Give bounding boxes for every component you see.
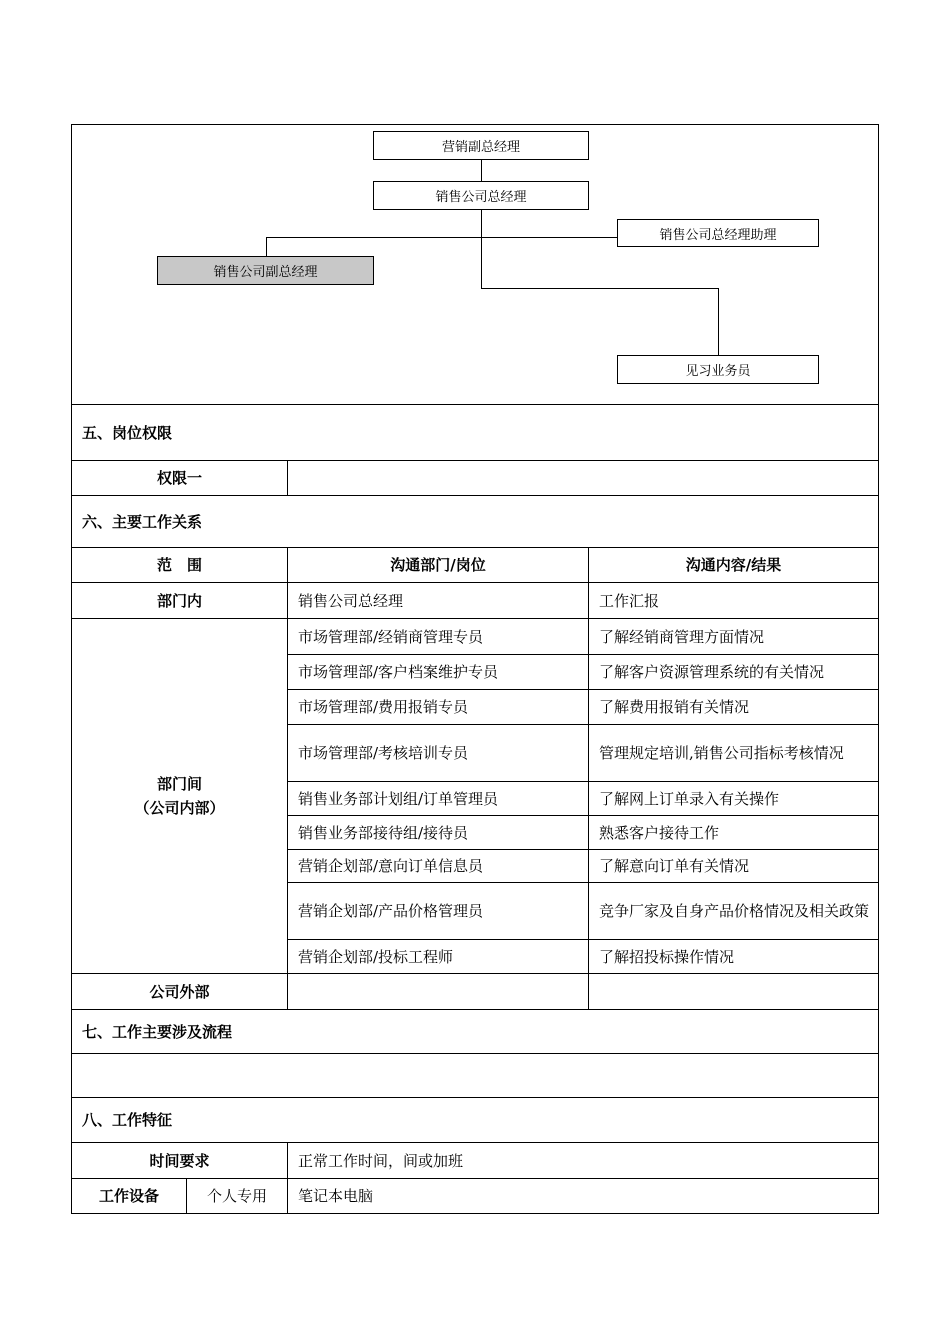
inter-row-content: 了解客户资源管理系统的有关情况 [599, 663, 825, 681]
equipment-label: 工作设备 [98, 1187, 159, 1205]
inter-row-content: 熟悉客户接待工作 [599, 823, 720, 842]
header-scope: 范 围 [156, 556, 202, 574]
header-dept: 沟通部门/岗位 [390, 556, 486, 574]
org-box-sales-gm [373, 181, 589, 210]
internal-dept: 销售公司总经理 [298, 591, 404, 610]
inter-row-dept: 市场管理部/客户档案维护专员 [298, 663, 499, 681]
org-box-label: 营销副总经理 [441, 140, 520, 155]
internal-scope: 部门内 [156, 591, 202, 610]
inter-dept-scope-line2: （公司内部） [134, 799, 225, 817]
inter-row-content: 了解网上订单录入有关操作 [599, 789, 780, 808]
authority-value [288, 461, 878, 495]
org-box-label: 见习业务员 [685, 364, 751, 379]
org-box-label: 销售公司总经理助理 [659, 227, 777, 243]
inter-row-dept: 市场管理部/费用报销专员 [298, 698, 469, 716]
inter-dept-scope-line1: 部门间 [156, 775, 202, 793]
external-dept [288, 974, 588, 1009]
inter-row-content: 了解费用报销有关情况 [599, 698, 750, 716]
inter-row-content: 了解意向订单有关情况 [599, 857, 750, 875]
equipment-sub-label: 个人专用 [206, 1187, 267, 1205]
inter-row-content: 了解招投标操作情况 [599, 947, 735, 966]
section-7-title: 七、工作主要涉及流程 [82, 1022, 233, 1041]
inter-row-dept: 营销企划部/意向订单信息员 [298, 857, 484, 875]
inter-row-dept: 营销企划部/产品价格管理员 [298, 902, 484, 920]
inter-row-dept: 市场管理部/经销商管理专员 [298, 627, 484, 646]
equipment-value: 笔记本电脑 [298, 1187, 374, 1205]
inter-row-content: 竞争厂家及自身产品价格情况及相关政策 [599, 902, 870, 920]
section-6-title: 六、主要工作关系 [82, 512, 203, 531]
inter-row-dept: 市场管理部/考核培训专员 [298, 744, 469, 762]
header-content: 沟通内容/结果 [685, 556, 782, 574]
authority-label: 权限一 [156, 469, 202, 487]
org-box-deputy-gm [157, 256, 374, 285]
time-requirement-value: 正常工作时间，间或加班 [298, 1151, 464, 1170]
org-box-label: 销售公司副总经理 [213, 265, 318, 280]
inter-row-content: 管理规定培训,销售公司指标考核情况 [599, 744, 844, 762]
section-5-title: 五、岗位权限 [82, 423, 173, 442]
process-content [72, 1054, 878, 1097]
external-scope: 公司外部 [149, 982, 210, 1001]
inter-row-dept: 销售业务部接待组/接待员 [298, 823, 469, 842]
section-8-title: 八、工作特征 [82, 1111, 173, 1129]
inter-row-dept: 营销企划部/投标工程师 [298, 947, 454, 966]
time-requirement-label: 时间要求 [149, 1151, 210, 1170]
inter-dept-scope [72, 619, 287, 973]
org-box-trainee [617, 355, 819, 384]
inter-row-dept: 销售业务部计划组/订单管理员 [298, 789, 499, 808]
org-box-label: 销售公司总经理 [435, 190, 527, 205]
internal-content: 工作汇报 [599, 591, 660, 610]
inter-row-content: 了解经销商管理方面情况 [599, 627, 765, 646]
org-box-marketing-vp [373, 131, 589, 160]
org-box-gm-assistant [617, 219, 819, 247]
external-content [589, 974, 878, 1009]
